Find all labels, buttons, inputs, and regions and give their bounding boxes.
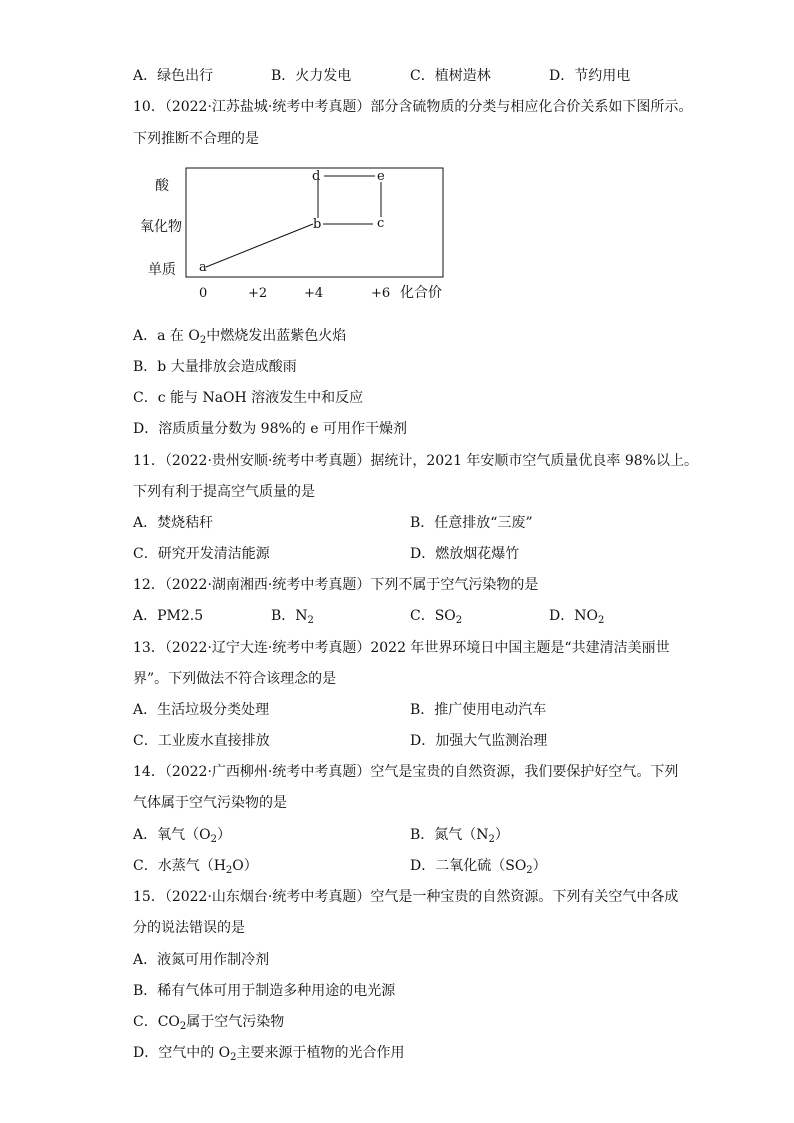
q14-option-a: A．氧气$(O_2)$ bbox=[133, 827, 231, 845]
y-label-element: 单质 bbox=[148, 262, 176, 278]
q15-stem-line1: 15．（2022·山东烟台·统考中考真题）空气是一种宝贵的自然资源。下列有关空气中各成 bbox=[133, 889, 679, 905]
point-e: e bbox=[377, 169, 385, 184]
line-a-b bbox=[206, 224, 313, 267]
x-label-0: 0 bbox=[199, 286, 208, 301]
q9-option-d: D．节约用电 bbox=[549, 68, 631, 84]
point-c: c bbox=[377, 216, 385, 231]
q11-option-d: D．燃放烟花爆竹 bbox=[410, 546, 520, 562]
q11-stem-line1: 11．（2022·贵州安顺·统考中考真题）据统计，2021 年安顺市空气质量优良率 98%以上。 bbox=[133, 453, 698, 469]
q14-option-d: D．二氧化硫$(SO_2)$ bbox=[410, 858, 547, 876]
q14-stem-line1: 14．（2022·广西柳州·统考中考真题）空气是宝贵的自然资源，我们要保护好空气。下列 bbox=[133, 764, 679, 780]
q15-option-d: D．空气中的 $O_2$主要来源于植物的光合作用 bbox=[133, 1045, 405, 1063]
q10-option-d: D．溶质质量分数为 98%的 e 可用作干燥剂 bbox=[133, 421, 407, 437]
q13-stem-line2: 界”。下列做法不符合该理念的是 bbox=[133, 671, 337, 687]
q13-option-d: D．加强大气监测治理 bbox=[410, 733, 548, 749]
x-axis-title: 化合价 bbox=[400, 285, 442, 301]
q15-option-c: C．$CO_2$属于空气污染物 bbox=[133, 1014, 285, 1032]
q11-option-c: C．研究开发清洁能源 bbox=[133, 546, 270, 562]
q14-stem-line2: 气体属于空气污染物的是 bbox=[133, 795, 287, 811]
q12-option-a: A．PM2.5 bbox=[133, 608, 204, 624]
q11-option-a: A．焚烧秸秆 bbox=[133, 515, 214, 531]
sulfur-valence-diagram bbox=[140, 166, 460, 306]
point-a: a bbox=[199, 260, 207, 275]
q10-stem-line1: 10．（2022·江苏盐城·统考中考真题）部分含硫物质的分类与相应化合价关系如下图所示。 bbox=[133, 99, 693, 115]
q14-option-b: B．氮气$(N_2)$ bbox=[410, 827, 509, 845]
q10-option-b: B．b 大量排放会造成酸雨 bbox=[133, 359, 297, 375]
q15-option-a: A．液氮可用作制冷剂 bbox=[133, 952, 270, 968]
q15-option-b: B．稀有气体可用于制造多种用途的电光源 bbox=[133, 983, 396, 999]
q13-option-a: A．生活垃圾分类处理 bbox=[133, 702, 270, 718]
q9-option-a: A．绿色出行 bbox=[133, 68, 214, 84]
q13-stem-line1: 13．（2022·辽宁大连·统考中考真题）2022 年世界环境日中国主题是“共建清洁美丽世 bbox=[133, 640, 670, 656]
q9-option-b: B．火力发电 bbox=[271, 68, 352, 84]
y-label-acid: 酸 bbox=[155, 178, 169, 194]
y-label-oxide: 氧化物 bbox=[140, 219, 182, 235]
q10-option-a: A．a 在 $O_2$中燃烧发出蓝紫色火焰 bbox=[133, 328, 347, 346]
x-label-plus2: +2 bbox=[248, 286, 268, 301]
q12-option-c: C．$SO_2$ bbox=[410, 608, 463, 626]
q10-stem-line2: 下列推断不合理的是 bbox=[133, 131, 259, 147]
q14-option-c: C．水蒸气$(H_2O)$ bbox=[133, 858, 258, 876]
point-d: d bbox=[312, 169, 321, 184]
q10-option-c: C．c 能与 NaOH 溶液发生中和反应 bbox=[133, 390, 364, 406]
q13-option-c: C．工业废水直接排放 bbox=[133, 733, 270, 749]
x-label-plus6: +6 bbox=[371, 286, 391, 301]
q15-stem-line2: 分的说法错误的是 bbox=[133, 920, 245, 936]
q12-stem: 12．（2022·湖南湘西·统考中考真题）下列不属于空气污染物的是 bbox=[133, 577, 539, 593]
q12-option-b: B．$N_2$ bbox=[271, 608, 314, 626]
q9-option-c: C．植树造林 bbox=[410, 68, 491, 84]
point-b: b bbox=[313, 217, 322, 232]
x-label-plus4: +4 bbox=[304, 286, 324, 301]
q12-option-d: D．$NO_2$ bbox=[549, 608, 605, 626]
q11-option-b: B．任意排放“三废” bbox=[410, 515, 533, 531]
q13-option-b: B．推广使用电动汽车 bbox=[410, 702, 547, 718]
q11-stem-line2: 下列有利于提高空气质量的是 bbox=[133, 484, 315, 500]
